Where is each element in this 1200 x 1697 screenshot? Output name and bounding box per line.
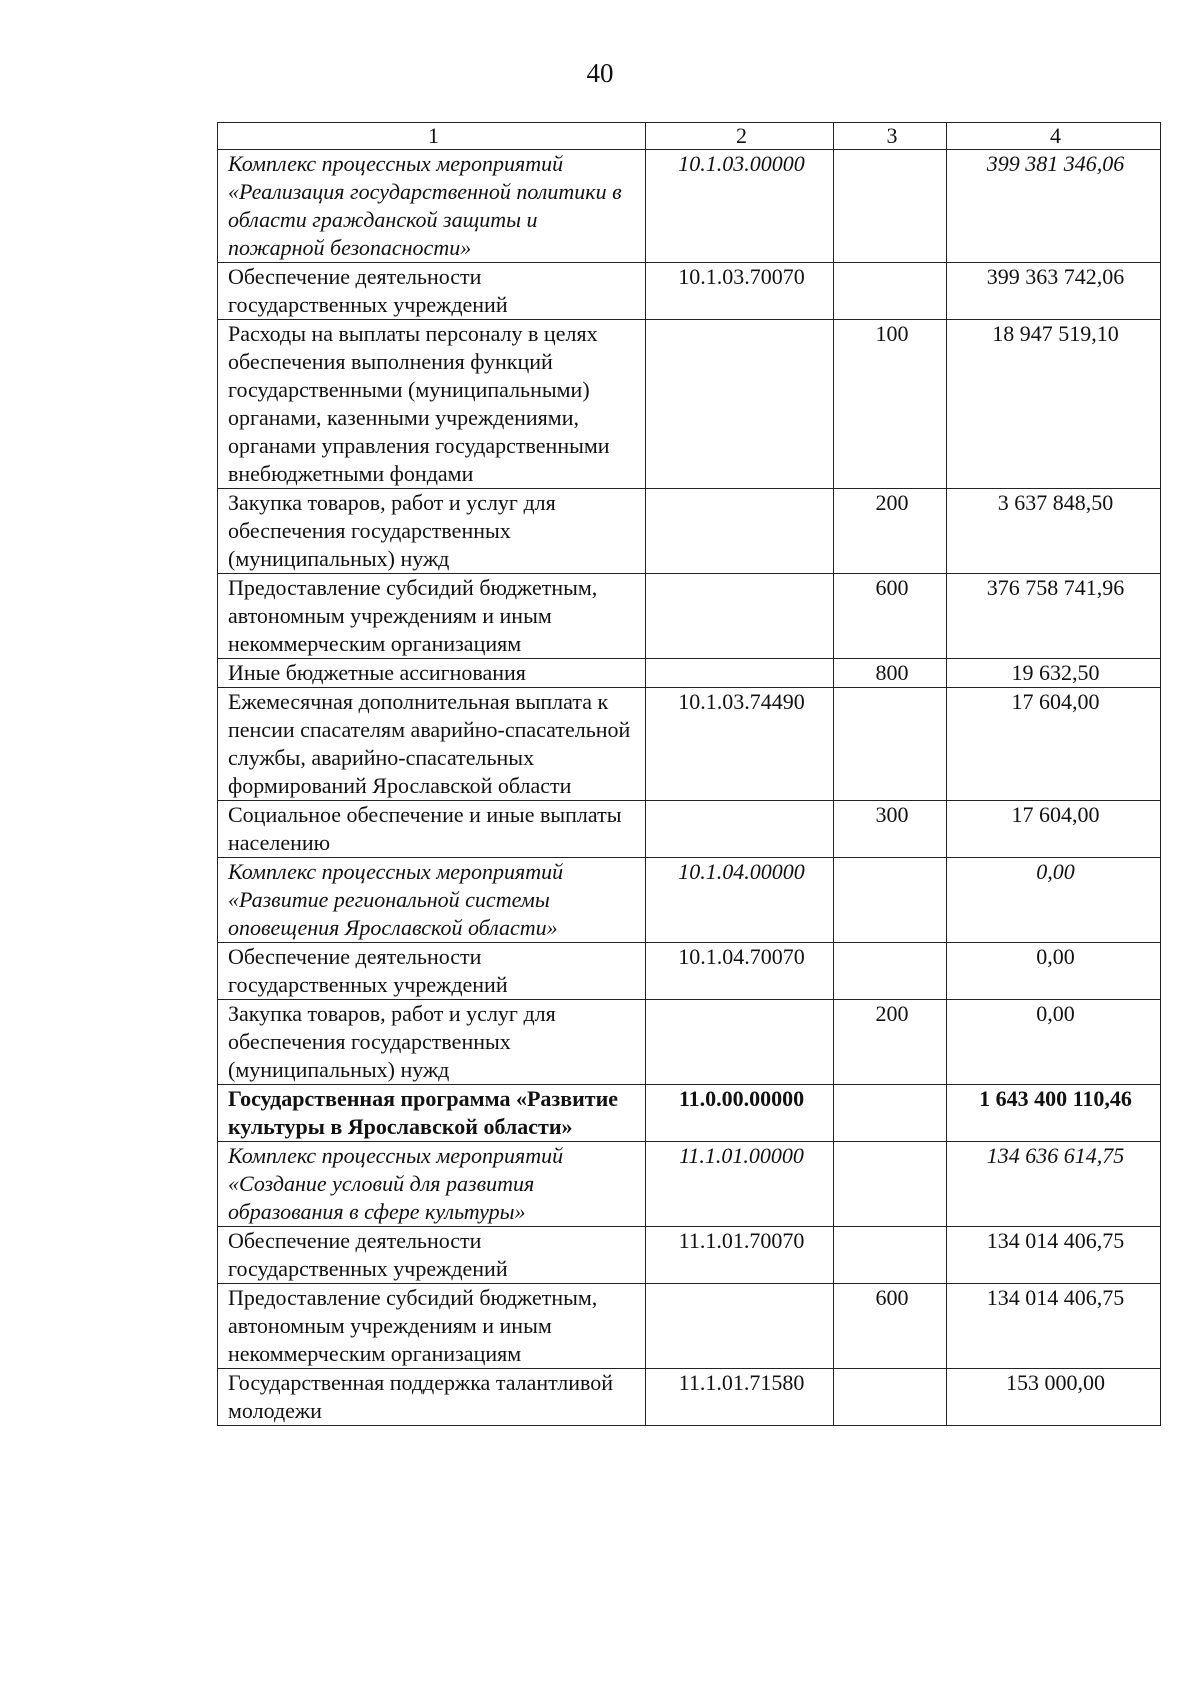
cell-expense-name: Обеспечение деятельности государственных учреждений [218,943,646,1000]
cell-expense-name: Расходы на выплаты персоналу в целях обеспечения выполнения функций государственными (муниципальными) органами, казенными учреждениями, органами управления государственными внебюджетными фондами [218,320,646,489]
cell-target-code [646,659,834,688]
cell-expense-kind: 600 [834,574,947,659]
cell-amount: 134 014 406,75 [947,1284,1161,1369]
table-row [218,1369,1161,1426]
cell-expense-kind [834,1369,947,1426]
cell-expense-kind [834,150,947,263]
page-number: 40 [586,58,614,88]
cell-target-code [646,1000,834,1085]
cell-target-code [646,574,834,659]
cell-expense-name: Закупка товаров, работ и услуг для обеспечения государственных (муниципальных) нужд [218,1000,646,1085]
cell-expense-kind: 100 [834,320,947,489]
cell-expense-kind [834,1227,947,1284]
cell-target-code [646,320,834,489]
cell-target-code [646,489,834,574]
column-header: 4 [947,123,1161,150]
cell-amount: 376 758 741,96 [947,574,1161,659]
table-row [218,1000,1161,1085]
cell-target-code: 10.1.04.70070 [646,943,834,1000]
cell-target-code: 11.1.01.71580 [646,1369,834,1426]
cell-expense-kind [834,858,947,943]
cell-expense-name: Комплекс процессных мероприятий «Создание условий для развития образования в сфере культуры» [218,1142,646,1227]
table-row [218,1284,1161,1369]
cell-target-code: 10.1.03.70070 [646,263,834,320]
table-row [218,943,1161,1000]
table-row [218,574,1161,659]
table-row [218,1085,1161,1142]
cell-target-code: 10.1.03.74490 [646,688,834,801]
table-row [218,320,1161,489]
cell-target-code [646,1284,834,1369]
cell-expense-name: Иные бюджетные ассигнования [218,659,646,688]
cell-expense-name: Комплекс процессных мероприятий «Развитие региональной системы оповещения Ярославской области» [218,858,646,943]
cell-expense-kind: 200 [834,489,947,574]
cell-expense-kind: 200 [834,1000,947,1085]
cell-amount: 134 014 406,75 [947,1227,1161,1284]
table-row [218,1227,1161,1284]
cell-amount: 1 643 400 110,46 [947,1085,1161,1142]
cell-target-code: 11.1.01.70070 [646,1227,834,1284]
cell-amount: 17 604,00 [947,688,1161,801]
column-header: 1 [218,123,646,150]
cell-expense-name: Ежемесячная дополнительная выплата к пенсии спасателям аварийно-спасательной службы, аварийно-спасательных формирований Ярославской области [218,688,646,801]
column-header: 3 [834,123,947,150]
cell-expense-name: Социальное обеспечение и иные выплаты населению [218,801,646,858]
table-row [218,489,1161,574]
cell-amount: 0,00 [947,858,1161,943]
cell-expense-name: Комплекс процессных мероприятий «Реализация государственной политики в области гражданской защиты и пожарной безопасности» [218,150,646,263]
cell-expense-kind [834,1085,947,1142]
cell-expense-name: Закупка товаров, работ и услуг для обеспечения государственных (муниципальных) нужд [218,489,646,574]
table-row [218,801,1161,858]
cell-target-code: 10.1.03.00000 [646,150,834,263]
table-header-row [218,123,1161,150]
cell-amount: 18 947 519,10 [947,320,1161,489]
cell-expense-name: Предоставление субсидий бюджетным, автономным учреждениям и иным некоммерческим организациям [218,1284,646,1369]
cell-expense-kind [834,263,947,320]
cell-expense-kind [834,1142,947,1227]
cell-amount: 3 637 848,50 [947,489,1161,574]
table-row [218,263,1161,320]
cell-amount: 0,00 [947,943,1161,1000]
table-row [218,659,1161,688]
budget-table [217,122,1161,1426]
cell-expense-kind: 800 [834,659,947,688]
cell-expense-kind [834,688,947,801]
cell-expense-name: Обеспечение деятельности государственных учреждений [218,1227,646,1284]
column-header: 2 [646,123,834,150]
table-row [218,858,1161,943]
cell-expense-name: Государственная поддержка талантливой молодежи [218,1369,646,1426]
cell-expense-kind [834,943,947,1000]
table-row [218,1142,1161,1227]
cell-target-code: 11.1.01.00000 [646,1142,834,1227]
cell-target-code [646,801,834,858]
table-row [218,688,1161,801]
cell-target-code: 11.0.00.00000 [646,1085,834,1142]
cell-expense-name: Обеспечение деятельности государственных учреждений [218,263,646,320]
cell-amount: 399 381 346,06 [947,150,1161,263]
cell-expense-name: Предоставление субсидий бюджетным, автономным учреждениям и иным некоммерческим организациям [218,574,646,659]
cell-target-code: 10.1.04.00000 [646,858,834,943]
cell-expense-kind: 300 [834,801,947,858]
cell-expense-kind: 600 [834,1284,947,1369]
cell-amount: 399 363 742,06 [947,263,1161,320]
cell-amount: 134 636 614,75 [947,1142,1161,1227]
cell-amount: 0,00 [947,1000,1161,1085]
cell-expense-name: Государственная программа «Развитие культуры в Ярославской области» [218,1085,646,1142]
cell-amount: 153 000,00 [947,1369,1161,1426]
table-row [218,150,1161,263]
cell-amount: 19 632,50 [947,659,1161,688]
cell-amount: 17 604,00 [947,801,1161,858]
